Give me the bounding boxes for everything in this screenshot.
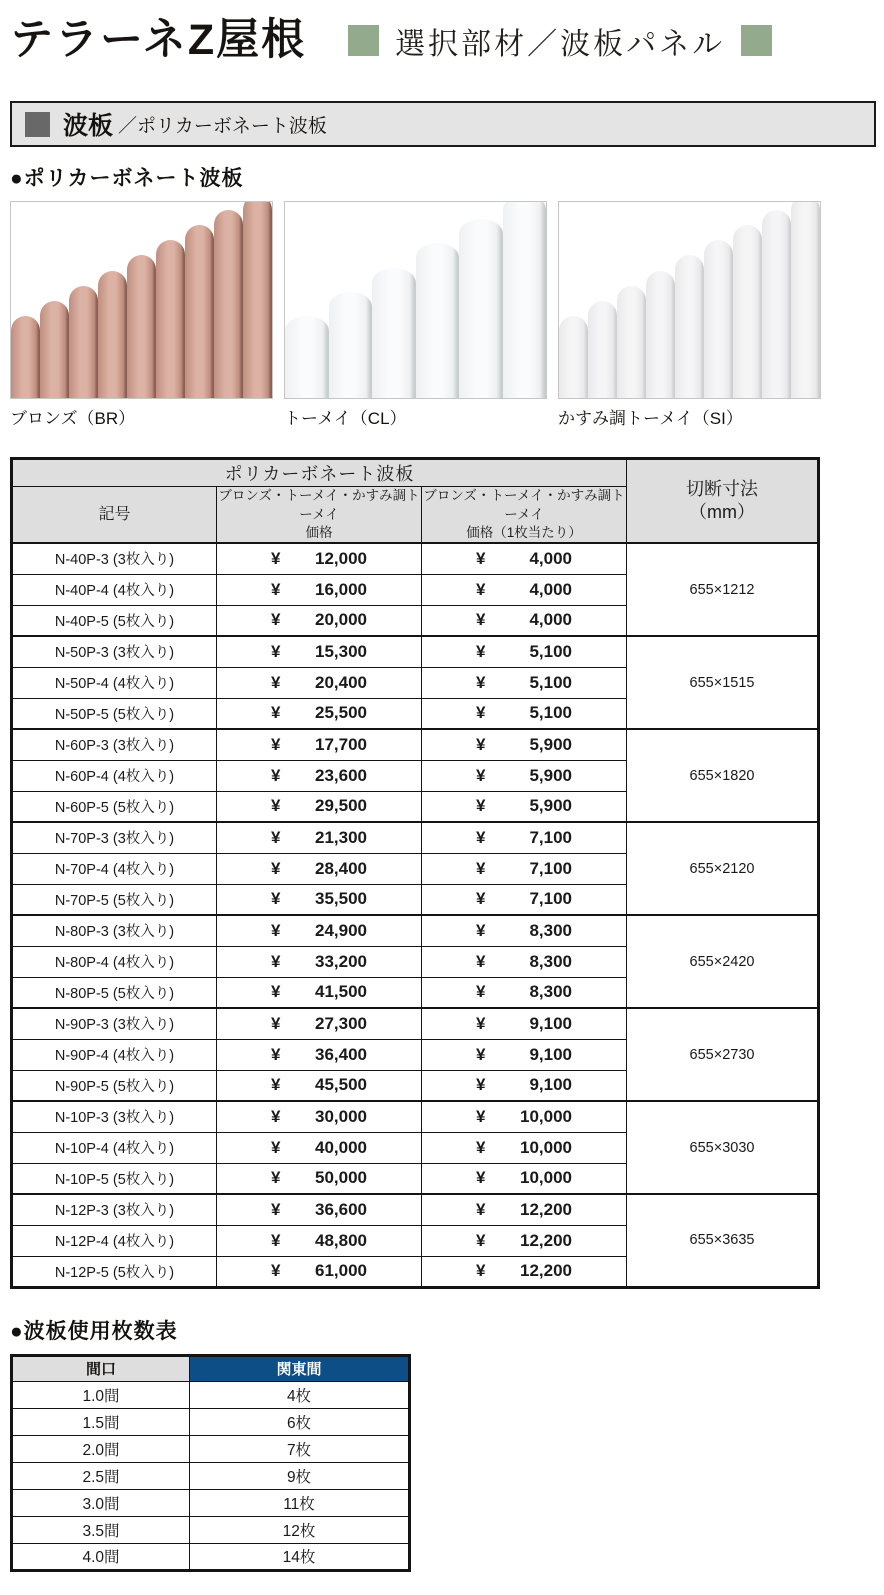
yen-symbol: ¥ bbox=[476, 1168, 486, 1188]
product-code-cell: N-90P-5 (5枚入り) bbox=[12, 1070, 217, 1101]
unit-price-cell bbox=[422, 543, 627, 574]
panel-ridge bbox=[675, 255, 704, 398]
price-cell bbox=[217, 1163, 422, 1194]
amount-value: 25,500 bbox=[315, 703, 367, 723]
subtitle-label: 選択部材／波板パネル bbox=[395, 27, 726, 61]
product-figure bbox=[284, 201, 547, 429]
yen-symbol: ¥ bbox=[271, 1013, 281, 1033]
price-header-line2: 価格 bbox=[305, 524, 333, 540]
amount-value: 10,000 bbox=[520, 1168, 572, 1188]
amount-value: 12,200 bbox=[520, 1199, 572, 1219]
amount-value: 9,100 bbox=[529, 1075, 572, 1095]
amount-value: 50,000 bbox=[315, 1168, 367, 1188]
amount-value: 12,000 bbox=[315, 548, 367, 568]
sheets-cell: 6枚 bbox=[190, 1408, 410, 1435]
amount-value: 30,000 bbox=[315, 1106, 367, 1126]
panel-ridge bbox=[372, 268, 416, 399]
amount-value: 48,800 bbox=[315, 1230, 367, 1250]
panel-ridge bbox=[559, 316, 588, 398]
accent-square-icon bbox=[348, 25, 379, 56]
amount-value: 20,400 bbox=[315, 672, 367, 692]
sheets-cell: 4枚 bbox=[190, 1381, 410, 1408]
product-code-cell: N-10P-5 (5枚入り) bbox=[12, 1163, 217, 1194]
panel-ridge bbox=[214, 210, 243, 399]
corrugated-panel-image bbox=[284, 201, 547, 399]
panel-ridge bbox=[617, 286, 646, 399]
product-label: かすみ調トーメイ（SI） bbox=[558, 409, 743, 429]
unit-price-cell bbox=[422, 853, 627, 884]
yen-symbol: ¥ bbox=[271, 548, 281, 568]
size-cell: 655×2730 bbox=[627, 1008, 819, 1101]
amount-value: 4,000 bbox=[529, 579, 572, 599]
amount-value: 8,300 bbox=[529, 982, 572, 1002]
product-code-cell: N-12P-3 (3枚入り) bbox=[12, 1194, 217, 1225]
yen-symbol: ¥ bbox=[271, 703, 281, 723]
size-cell: 655×3635 bbox=[627, 1194, 819, 1287]
yen-symbol: ¥ bbox=[476, 1230, 486, 1250]
price-row bbox=[12, 1194, 819, 1225]
amount-value: 20,000 bbox=[315, 610, 367, 630]
amount-value: 7,100 bbox=[529, 858, 572, 878]
price-cell bbox=[217, 543, 422, 574]
unit-price-cell bbox=[422, 698, 627, 729]
amount-value: 5,100 bbox=[529, 641, 572, 661]
product-code-cell: N-12P-5 (5枚入り) bbox=[12, 1256, 217, 1287]
price-cell bbox=[217, 636, 422, 667]
unit-price-cell bbox=[422, 729, 627, 760]
yen-symbol: ¥ bbox=[271, 734, 281, 754]
amount-value: 27,300 bbox=[315, 1013, 367, 1033]
yen-symbol: ¥ bbox=[476, 889, 486, 909]
product-code-cell: N-90P-3 (3枚入り) bbox=[12, 1008, 217, 1039]
product-code-cell: N-80P-3 (3枚入り) bbox=[12, 915, 217, 946]
price-row bbox=[12, 543, 819, 574]
product-code-cell: N-60P-4 (4枚入り) bbox=[12, 760, 217, 791]
product-code-cell: N-40P-3 (3枚入り) bbox=[12, 543, 217, 574]
col-header-price bbox=[217, 487, 422, 543]
unit-price-cell bbox=[422, 977, 627, 1008]
usage-row bbox=[12, 1381, 410, 1408]
amount-value: 5,100 bbox=[529, 672, 572, 692]
usage-row bbox=[12, 1408, 410, 1435]
amount-value: 8,300 bbox=[529, 920, 572, 940]
yen-symbol: ¥ bbox=[476, 951, 486, 971]
price-cell bbox=[217, 1008, 422, 1039]
usage-table-header bbox=[12, 1355, 410, 1381]
price-cell bbox=[217, 977, 422, 1008]
product-code-cell: N-70P-4 (4枚入り) bbox=[12, 853, 217, 884]
section-bar bbox=[10, 101, 876, 147]
col-header-size bbox=[627, 459, 819, 543]
yen-symbol: ¥ bbox=[271, 951, 281, 971]
corrugated-panel-image bbox=[558, 201, 821, 399]
usage-col-header-kanto: 関東間 bbox=[190, 1355, 410, 1381]
price-cell bbox=[217, 1225, 422, 1256]
symbol-header-label: 記号 bbox=[98, 505, 131, 523]
price-cell bbox=[217, 1070, 422, 1101]
price-row bbox=[12, 915, 819, 946]
yen-symbol: ¥ bbox=[271, 641, 281, 661]
yen-symbol: ¥ bbox=[476, 765, 486, 785]
size-cell: 655×1212 bbox=[627, 543, 819, 636]
price-cell bbox=[217, 1101, 422, 1132]
panel-ridge bbox=[646, 271, 675, 399]
usage-row bbox=[12, 1435, 410, 1462]
yen-symbol: ¥ bbox=[476, 548, 486, 568]
product-code-cell: N-50P-4 (4枚入り) bbox=[12, 667, 217, 698]
yen-symbol: ¥ bbox=[476, 641, 486, 661]
sheets-cell: 7枚 bbox=[190, 1435, 410, 1462]
panel-ridge bbox=[11, 316, 40, 398]
panel-ridge bbox=[791, 201, 820, 398]
yen-symbol: ¥ bbox=[271, 920, 281, 940]
usage-table-body bbox=[12, 1381, 410, 1570]
price-table bbox=[10, 457, 820, 1288]
price-cell bbox=[217, 822, 422, 853]
panel-ridge bbox=[459, 219, 503, 399]
amount-value: 45,500 bbox=[315, 1075, 367, 1095]
col-header-symbol bbox=[12, 487, 217, 543]
unit-price-cell bbox=[422, 605, 627, 636]
size-header-line2: （mm） bbox=[689, 502, 755, 523]
product-code-cell: N-10P-4 (4枚入り) bbox=[12, 1132, 217, 1163]
span-cell: 1.0間 bbox=[12, 1381, 190, 1408]
price-cell bbox=[217, 1039, 422, 1070]
yen-symbol: ¥ bbox=[271, 796, 281, 816]
amount-value: 24,900 bbox=[315, 920, 367, 940]
yen-symbol: ¥ bbox=[476, 796, 486, 816]
unit-price-cell bbox=[422, 791, 627, 822]
yen-symbol: ¥ bbox=[476, 734, 486, 754]
price-row bbox=[12, 636, 819, 667]
panel-ridge bbox=[98, 271, 127, 399]
usage-row bbox=[12, 1543, 410, 1570]
yen-symbol: ¥ bbox=[476, 703, 486, 723]
panel-ridge bbox=[416, 243, 460, 398]
price-cell bbox=[217, 760, 422, 791]
product-code-cell: N-12P-4 (4枚入り) bbox=[12, 1225, 217, 1256]
yen-symbol: ¥ bbox=[271, 1044, 281, 1064]
yen-symbol: ¥ bbox=[476, 672, 486, 692]
amount-value: 16,000 bbox=[315, 579, 367, 599]
yen-symbol: ¥ bbox=[476, 920, 486, 940]
yen-symbol: ¥ bbox=[271, 1199, 281, 1219]
price-cell bbox=[217, 605, 422, 636]
unit-price-cell bbox=[422, 1194, 627, 1225]
yen-symbol: ¥ bbox=[476, 1261, 486, 1281]
price-cell bbox=[217, 1194, 422, 1225]
product-code-cell: N-70P-3 (3枚入り) bbox=[12, 822, 217, 853]
yen-symbol: ¥ bbox=[476, 610, 486, 630]
span-cell: 1.5間 bbox=[12, 1408, 190, 1435]
amount-value: 4,000 bbox=[529, 610, 572, 630]
product-label: ブロンズ（BR） bbox=[10, 409, 136, 429]
page-header bbox=[10, 16, 876, 65]
unit-price-cell bbox=[422, 760, 627, 791]
span-cell: 2.0間 bbox=[12, 1435, 190, 1462]
unit-header-line2: 価格（1枚当たり） bbox=[466, 524, 582, 540]
amount-value: 23,600 bbox=[315, 765, 367, 785]
yen-symbol: ¥ bbox=[271, 1137, 281, 1157]
price-cell bbox=[217, 667, 422, 698]
unit-price-cell bbox=[422, 1163, 627, 1194]
amount-value: 5,900 bbox=[529, 765, 572, 785]
size-cell: 655×2420 bbox=[627, 915, 819, 1008]
product-figure bbox=[10, 201, 273, 429]
yen-symbol: ¥ bbox=[271, 827, 281, 847]
amount-value: 29,500 bbox=[315, 796, 367, 816]
sheets-cell: 9枚 bbox=[190, 1462, 410, 1489]
panel-ridge bbox=[503, 201, 547, 398]
price-table-title: ポリカーボネート波板 bbox=[12, 459, 627, 487]
amount-value: 17,700 bbox=[315, 734, 367, 754]
price-cell bbox=[217, 915, 422, 946]
yen-symbol: ¥ bbox=[271, 1075, 281, 1095]
amount-value: 12,200 bbox=[520, 1230, 572, 1250]
amount-value: 10,000 bbox=[520, 1106, 572, 1126]
panel-ridge bbox=[762, 210, 791, 399]
usage-heading: ●波板使用枚数表 bbox=[10, 1319, 178, 1343]
yen-symbol: ¥ bbox=[271, 1168, 281, 1188]
panel-ridge bbox=[285, 316, 329, 398]
unit-price-cell bbox=[422, 946, 627, 977]
amount-value: 33,200 bbox=[315, 951, 367, 971]
price-cell bbox=[217, 574, 422, 605]
yen-symbol: ¥ bbox=[271, 1106, 281, 1126]
amount-value: 10,000 bbox=[520, 1137, 572, 1157]
product-code-cell: N-60P-3 (3枚入り) bbox=[12, 729, 217, 760]
amount-value: 8,300 bbox=[529, 951, 572, 971]
yen-symbol: ¥ bbox=[271, 1230, 281, 1250]
section-subtitle: ／ポリカーボネート波板 bbox=[118, 115, 327, 137]
span-cell: 3.0間 bbox=[12, 1489, 190, 1516]
panel-ridge bbox=[329, 292, 373, 399]
unit-price-cell bbox=[422, 574, 627, 605]
sheets-cell: 12枚 bbox=[190, 1516, 410, 1543]
amount-value: 7,100 bbox=[529, 889, 572, 909]
amount-value: 36,400 bbox=[315, 1044, 367, 1064]
span-cell: 3.5間 bbox=[12, 1516, 190, 1543]
price-row bbox=[12, 822, 819, 853]
yen-symbol: ¥ bbox=[476, 1075, 486, 1095]
corrugated-panel-image bbox=[10, 201, 273, 399]
size-cell: 655×1820 bbox=[627, 729, 819, 822]
yen-symbol: ¥ bbox=[476, 1137, 486, 1157]
accent-square-icon bbox=[741, 25, 772, 56]
amount-value: 35,500 bbox=[315, 889, 367, 909]
product-figure bbox=[558, 201, 821, 429]
usage-col-header-span: 間口 bbox=[12, 1355, 190, 1381]
panel-ridge bbox=[40, 301, 69, 399]
product-code-cell: N-10P-3 (3枚入り) bbox=[12, 1101, 217, 1132]
amount-value: 12,200 bbox=[520, 1261, 572, 1281]
product-code-cell: N-50P-3 (3枚入り) bbox=[12, 636, 217, 667]
yen-symbol: ¥ bbox=[271, 672, 281, 692]
amount-value: 36,600 bbox=[315, 1199, 367, 1219]
unit-price-cell bbox=[422, 1256, 627, 1287]
amount-value: 5,100 bbox=[529, 703, 572, 723]
col-header-unit-price bbox=[422, 487, 627, 543]
yen-symbol: ¥ bbox=[271, 579, 281, 599]
yen-symbol: ¥ bbox=[271, 858, 281, 878]
amount-value: 40,000 bbox=[315, 1137, 367, 1157]
amount-value: 5,900 bbox=[529, 796, 572, 816]
price-table-header bbox=[12, 459, 819, 543]
amount-value: 5,900 bbox=[529, 734, 572, 754]
span-cell: 2.5間 bbox=[12, 1462, 190, 1489]
yen-symbol: ¥ bbox=[476, 1106, 486, 1126]
panel-ridge bbox=[156, 240, 185, 398]
yen-symbol: ¥ bbox=[476, 579, 486, 599]
yen-symbol: ¥ bbox=[476, 858, 486, 878]
price-cell bbox=[217, 729, 422, 760]
yen-symbol: ¥ bbox=[271, 889, 281, 909]
size-header-line1: 切断寸法 bbox=[686, 478, 758, 499]
size-cell: 655×1515 bbox=[627, 636, 819, 729]
price-cell bbox=[217, 791, 422, 822]
section-title: 波板 bbox=[63, 112, 114, 141]
unit-price-cell bbox=[422, 1132, 627, 1163]
panel-ridge bbox=[243, 201, 272, 398]
panel-ridge bbox=[733, 225, 762, 398]
unit-price-cell bbox=[422, 1225, 627, 1256]
yen-symbol: ¥ bbox=[271, 610, 281, 630]
panel-ridge bbox=[588, 301, 617, 399]
size-cell: 655×3030 bbox=[627, 1101, 819, 1194]
unit-price-cell bbox=[422, 884, 627, 915]
product-code-cell: N-80P-4 (4枚入り) bbox=[12, 946, 217, 977]
unit-price-cell bbox=[422, 667, 627, 698]
yen-symbol: ¥ bbox=[476, 982, 486, 1002]
products-heading: ●ポリカーボネート波板 bbox=[10, 167, 244, 191]
panel-ridge bbox=[704, 240, 733, 398]
price-cell bbox=[217, 853, 422, 884]
yen-symbol: ¥ bbox=[476, 1013, 486, 1033]
price-cell bbox=[217, 1256, 422, 1287]
price-cell bbox=[217, 884, 422, 915]
unit-price-cell bbox=[422, 1070, 627, 1101]
sheets-cell: 11枚 bbox=[190, 1489, 410, 1516]
price-cell bbox=[217, 1132, 422, 1163]
section-marker-icon bbox=[25, 112, 50, 137]
amount-value: 41,500 bbox=[315, 982, 367, 1002]
unit-price-cell bbox=[422, 915, 627, 946]
page-title: テラーネZ屋根 bbox=[10, 16, 307, 64]
yen-symbol: ¥ bbox=[476, 1044, 486, 1064]
price-cell bbox=[217, 698, 422, 729]
unit-price-cell bbox=[422, 1039, 627, 1070]
unit-price-cell bbox=[422, 636, 627, 667]
product-code-cell: N-50P-5 (5枚入り) bbox=[12, 698, 217, 729]
product-label: トーメイ（CL） bbox=[284, 409, 407, 429]
amount-value: 9,100 bbox=[529, 1013, 572, 1033]
product-code-cell: N-40P-4 (4枚入り) bbox=[12, 574, 217, 605]
yen-symbol: ¥ bbox=[271, 982, 281, 1002]
price-table-body bbox=[12, 543, 819, 1287]
panel-ridge bbox=[127, 255, 156, 398]
price-row bbox=[12, 729, 819, 760]
unit-price-cell bbox=[422, 822, 627, 853]
price-header-line1: ブロンズ・トーメイ・かすみ調トーメイ bbox=[218, 488, 420, 522]
span-cell: 4.0間 bbox=[12, 1543, 190, 1570]
usage-table bbox=[10, 1354, 411, 1572]
amount-value: 61,000 bbox=[315, 1261, 367, 1281]
product-code-cell: N-40P-5 (5枚入り) bbox=[12, 605, 217, 636]
usage-row bbox=[12, 1462, 410, 1489]
yen-symbol: ¥ bbox=[271, 1261, 281, 1281]
panel-ridge bbox=[69, 286, 98, 399]
price-row bbox=[12, 1101, 819, 1132]
page-subtitle bbox=[348, 19, 772, 63]
size-cell: 655×2120 bbox=[627, 822, 819, 915]
amount-value: 4,000 bbox=[529, 548, 572, 568]
product-images bbox=[10, 201, 876, 429]
product-code-cell: N-90P-4 (4枚入り) bbox=[12, 1039, 217, 1070]
panel-ridge bbox=[185, 225, 214, 398]
usage-row bbox=[12, 1516, 410, 1543]
product-code-cell: N-80P-5 (5枚入り) bbox=[12, 977, 217, 1008]
amount-value: 21,300 bbox=[315, 827, 367, 847]
sheets-cell: 14枚 bbox=[190, 1543, 410, 1570]
amount-value: 28,400 bbox=[315, 858, 367, 878]
unit-header-line1: ブロンズ・トーメイ・かすみ調トーメイ bbox=[423, 488, 625, 522]
yen-symbol: ¥ bbox=[271, 765, 281, 785]
yen-symbol: ¥ bbox=[476, 1199, 486, 1219]
price-cell bbox=[217, 946, 422, 977]
usage-row bbox=[12, 1489, 410, 1516]
product-code-cell: N-60P-5 (5枚入り) bbox=[12, 791, 217, 822]
price-row bbox=[12, 1008, 819, 1039]
unit-price-cell bbox=[422, 1101, 627, 1132]
amount-value: 7,100 bbox=[529, 827, 572, 847]
unit-price-cell bbox=[422, 1008, 627, 1039]
product-code-cell: N-70P-5 (5枚入り) bbox=[12, 884, 217, 915]
amount-value: 9,100 bbox=[529, 1044, 572, 1064]
yen-symbol: ¥ bbox=[476, 827, 486, 847]
amount-value: 15,300 bbox=[315, 641, 367, 661]
